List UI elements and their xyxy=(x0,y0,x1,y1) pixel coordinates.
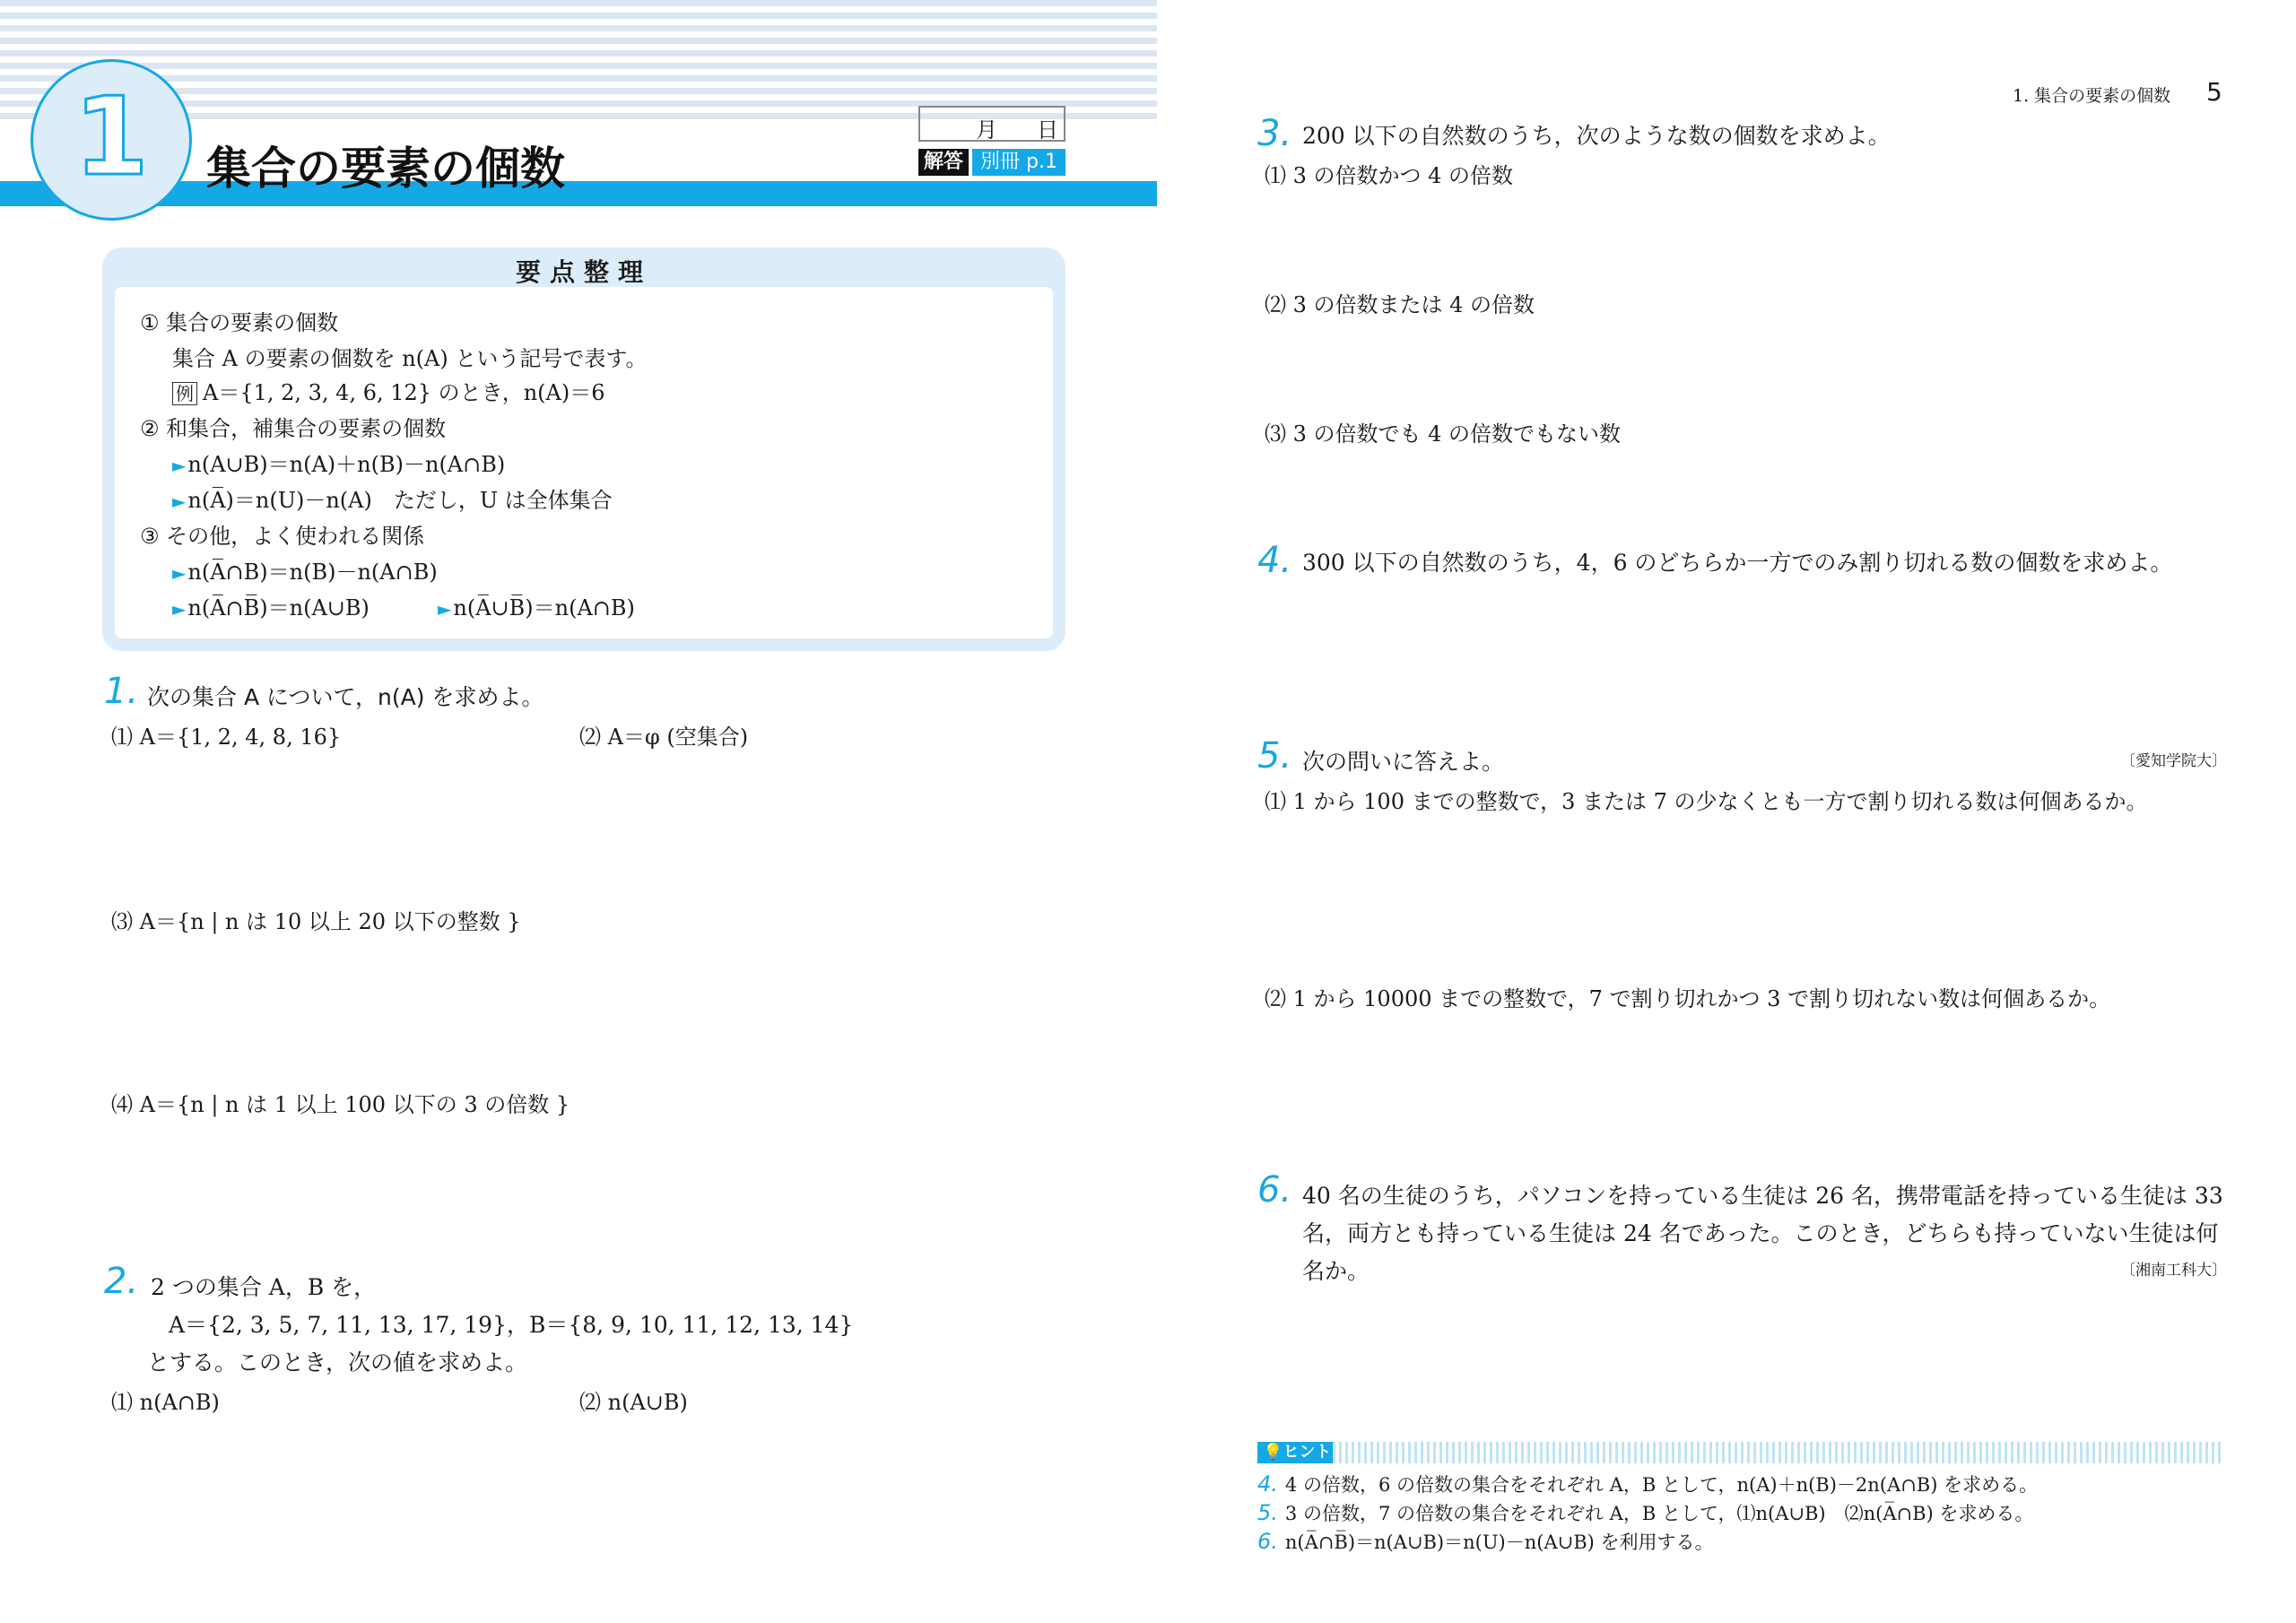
hint-label: 💡ヒント xyxy=(1257,1442,1336,1463)
arrow-icon: ► xyxy=(172,598,187,620)
lightbulb-icon: 💡 xyxy=(1263,1443,1283,1462)
example-mark: 例 xyxy=(172,382,197,405)
problem-5-text: 次の問いに答えよ。 xyxy=(1302,749,1505,775)
summary-item-2: ② 和集合，補集合の要素の個数 xyxy=(140,416,447,441)
problem-3-text: 200 以下の自然数のうち，次のような数の個数を求めよ。 xyxy=(1302,123,1891,149)
problem-6-number: 6. xyxy=(1257,1169,1292,1211)
problem-3-sub-3: ⑶ 3 の倍数でも 4 の倍数でもない数 xyxy=(1265,421,1622,447)
arrow-icon: ► xyxy=(438,598,452,620)
summary-example: 例 A＝{1, 2, 3, 4, 6, 12} のとき，n(A)＝6 xyxy=(172,375,605,406)
summary-formula: ►n(A̅)＝n(U)－n(A) ただし，U は全体集合 xyxy=(172,488,613,513)
problem-2-line-1: 2 つの集合 A，B を， xyxy=(151,1274,377,1300)
summary-formula: ►n(A̅∪B̅)＝n(A∩B) xyxy=(438,595,635,621)
arrow-icon: ► xyxy=(172,490,187,512)
summary-text: 集合 A の要素の個数を n(A) という記号で表す。 xyxy=(172,346,648,371)
problem-6-line-2: 名，両方とも持っている生徒は 24 名であった。このとき，どちらも持っていない生徒は何 xyxy=(1302,1220,2219,1246)
chapter-title: 集合の要素の個数 xyxy=(206,143,565,195)
summary-heading: 要点整理 xyxy=(515,257,652,287)
problem-6-line-3: 名か。 xyxy=(1302,1258,1370,1284)
date-day: 日 xyxy=(1037,117,1058,143)
problem-1-sub-2: ⑵ A＝φ (空集合) xyxy=(579,725,749,750)
problem-5-sub-2: ⑵ 1 から 10000 までの整数で，7 で割り切れかつ 3 で割り切れない数は何個あるか。 xyxy=(1265,986,2111,1011)
summary-item-1: ① 集合の要素の個数 xyxy=(140,310,339,335)
problem-6-line-1: 40 名の生徒のうち，パソコンを持っている生徒は 26 名，携帯電話を持っている生徒は 33 xyxy=(1302,1183,2223,1209)
problem-1-number: 1. xyxy=(104,671,139,712)
arrow-icon: ► xyxy=(172,455,187,476)
summary-item-3: ③ その他，よく使われる関係 xyxy=(140,524,425,549)
problem-1-sub-1: ⑴ A＝{1, 2, 4, 8, 16} xyxy=(111,725,342,750)
problem-2-line-2: A＝{2, 3, 5, 7, 11, 13, 17, 19}，B＝{8, 9, 10, 11, 12, 13, 14} xyxy=(169,1312,854,1338)
chapter-number: 1 xyxy=(74,75,149,200)
problem-2-number: 2. xyxy=(104,1261,139,1302)
problem-1-sub-4: ⑷ A＝{n | n は 1 以上 100 以下の 3 の倍数 } xyxy=(111,1092,570,1117)
hint-item: 5. 3 の倍数，7 の倍数の集合をそれぞれ A，B として，⑴n(A∪B) ⑵n(A̅∩B) を求める。 xyxy=(1257,1500,2034,1525)
problem-5-sub-1: ⑴ 1 から 100 までの整数で，3 または 7 の少なくとも一方で割り切れる数は何個あるか。 xyxy=(1265,789,2148,814)
summary-formula: ►n(A̅∩B̅)＝n(A∪B) xyxy=(172,595,370,621)
date-month: 月 xyxy=(976,117,997,143)
problem-2-sub-1: ⑴ n(A∩B) xyxy=(111,1390,220,1415)
problem-3-number: 3. xyxy=(1257,113,1292,154)
answer-reference: 別冊 p.1 xyxy=(972,149,1065,176)
hint-item: 4. 4 の倍数，6 の倍数の集合をそれぞれ A，B として，n(A)＋n(B)－2n(A∩B) を求める。 xyxy=(1257,1471,2039,1497)
running-header: 1. 集合の要素の個数 xyxy=(2013,86,2171,106)
problem-5-number: 5. xyxy=(1257,735,1292,777)
problem-4-text: 300 以下の自然数のうち，4，6 のどちらか一方でのみ割り切れる数の個数を求めよ。 xyxy=(1302,550,2173,576)
problem-6-source: 〔湘南工科大〕 xyxy=(2120,1262,2227,1280)
problem-1-text: 次の集合 A について，n(A) を求めよ。 xyxy=(147,684,544,710)
problem-3-sub-2: ⑵ 3 の倍数または 4 の倍数 xyxy=(1265,292,1535,317)
hint-item: 6. n(A̅∩B̅)＝n(A∪B)＝n(U)－n(A∪B) を利用する。 xyxy=(1257,1529,1714,1554)
page-number: 5 xyxy=(2206,77,2222,107)
problem-5-source: 〔愛知学院大〕 xyxy=(2120,752,2227,770)
problem-4-number: 4. xyxy=(1257,540,1292,581)
arrow-icon: ► xyxy=(172,562,187,584)
answer-label: 解答 xyxy=(918,149,969,176)
summary-formula: ►n(A̅∩B)＝n(B)－n(A∩B) xyxy=(172,560,438,585)
problem-2-line-3: とする。このとき，次の値を求めよ。 xyxy=(147,1350,528,1376)
hint-divider xyxy=(1333,1442,2222,1463)
problem-2-sub-2: ⑵ n(A∪B) xyxy=(579,1390,688,1415)
problem-1-sub-3: ⑶ A＝{n | n は 10 以上 20 以下の整数 } xyxy=(111,909,521,934)
summary-formula: ►n(A∪B)＝n(A)＋n(B)－n(A∩B) xyxy=(172,452,506,477)
date-box xyxy=(918,106,1065,142)
problem-3-sub-1: ⑴ 3 の倍数かつ 4 の倍数 xyxy=(1265,163,1514,188)
